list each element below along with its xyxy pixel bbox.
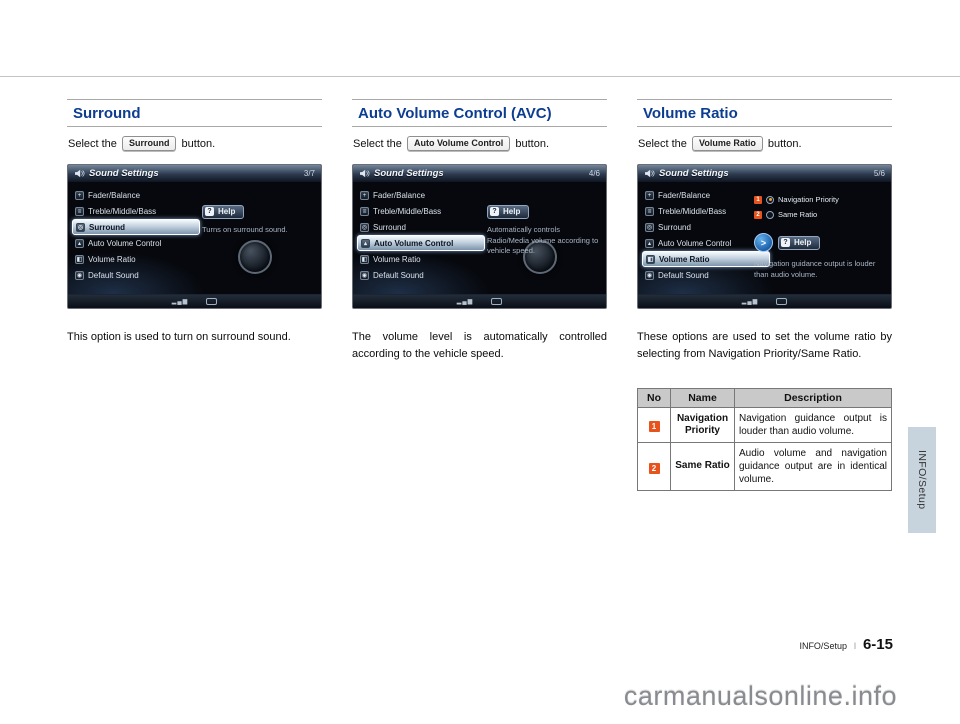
menu-item-volume-ratio-selected [642, 251, 770, 267]
menu-item-label: Surround [658, 222, 691, 232]
knob-press-icon [754, 233, 773, 252]
help-button-label: Help [503, 207, 521, 216]
signal-icon: ▂▄▆ [741, 299, 759, 305]
surround-icon: ◎ [77, 224, 84, 231]
auto-volume-control-icon: ▴ [361, 239, 370, 248]
number-badge: 2 [649, 463, 660, 474]
option-navigation-priority [754, 192, 888, 207]
section-heading: Surround [73, 105, 141, 122]
section-surround [67, 99, 322, 346]
table-header-name: Name [671, 389, 735, 408]
signal-icon: ▂▄▆ [171, 299, 189, 305]
sound-settings-screenshot [352, 164, 607, 309]
help-button [487, 205, 529, 219]
option-label: Navigation Priority [778, 195, 839, 204]
section-heading-block [67, 99, 322, 127]
menu-item-label: Fader/Balance [658, 190, 711, 200]
number-badge: 1 [754, 196, 762, 204]
menu-item-fader-balance [72, 187, 200, 203]
help-panel [202, 200, 316, 236]
section-heading: Auto Volume Control (AVC) [358, 105, 552, 122]
menu-item-label: Surround [89, 222, 125, 232]
treble-middle-bass-icon: ≡ [75, 207, 84, 216]
volume-ratio-icon: ◧ [647, 256, 654, 263]
auto-volume-control-icon: ▴ [75, 239, 84, 248]
treble-middle-bass-icon: ≡ [645, 207, 654, 216]
chapter-side-tab: INFO/Setup [908, 427, 936, 533]
number-badge: 1 [649, 421, 660, 432]
section-caption: The volume level is automatically controlled according to the vehicle speed. [352, 331, 607, 361]
help-panel [487, 200, 601, 257]
menu-item-treble-middle-bass [72, 203, 200, 219]
fader-balance-icon: + [645, 191, 654, 200]
table-row [638, 408, 892, 443]
volume-ratio-options-panel [754, 192, 888, 280]
option-same-ratio [754, 207, 888, 222]
menu-item-label: Volume Ratio [373, 254, 421, 264]
screen-titlebar [353, 165, 606, 182]
instruction-text-pre: Select the [638, 138, 687, 150]
menu-item-surround [642, 219, 770, 235]
menu-item-surround [357, 219, 485, 235]
default-sound-icon: ◉ [646, 272, 653, 279]
watermark-text: carmanualsonline.info [623, 681, 897, 711]
speaker-icon [74, 168, 85, 179]
section-volume-ratio [637, 99, 892, 491]
screen-page-indicator: 3/7 [303, 169, 315, 178]
menu-item-label: Default Sound [658, 270, 709, 280]
help-button-label: Help [794, 237, 812, 247]
screen-body [638, 182, 891, 294]
menu-item-treble-middle-bass [642, 203, 770, 219]
menu-item-label: Default Sound [88, 270, 139, 280]
rotary-knob [238, 240, 272, 274]
table-cell-name: Navigation Priority [671, 408, 735, 443]
menu-item-label: Treble/Middle/Bass [88, 206, 157, 216]
select-instruction [352, 136, 607, 151]
section-heading-block [352, 99, 607, 127]
help-row [754, 233, 888, 252]
footer-page-number: 6-15 [862, 636, 893, 653]
help-text: Automatically controls Radio/Media volume according to vehicle speed. [487, 225, 599, 255]
screen-title: Sound Settings [374, 168, 444, 179]
section-heading: Volume Ratio [643, 105, 738, 122]
select-instruction [67, 136, 322, 151]
section-caption: This option is used to turn on surround sound. [67, 331, 291, 343]
menu-item-fader-balance [642, 187, 770, 203]
menu-item-default-sound [357, 267, 485, 283]
menu-item-volume-ratio [72, 251, 200, 267]
screen-page-indicator: 4/6 [588, 169, 600, 178]
fader-balance-icon: + [75, 191, 84, 200]
arrow-glyph: > [760, 237, 767, 248]
signal-icon: ▂▄▆ [456, 299, 474, 305]
radio-off-icon [766, 211, 774, 219]
menu-item-label: Fader/Balance [373, 190, 426, 200]
menu-item-default-sound [72, 267, 200, 283]
auto-volume-control-button-keycap: Auto Volume Control [407, 136, 510, 151]
footer-section-label: INFO/Setup [799, 641, 847, 651]
table-header-no: No [638, 389, 671, 408]
question-icon: ? [781, 238, 790, 247]
menu-item-surround-selected [72, 219, 200, 235]
screen-statusbar [638, 294, 891, 308]
media-icon [776, 298, 787, 305]
help-button [778, 236, 820, 250]
menu-item-label: Volume Ratio [88, 254, 136, 264]
menu-item-auto-volume-control-selected [357, 235, 485, 251]
section-caption: These options are used to set the volume ratio by selecting from Navigation Priority/Same Ratio. [637, 331, 892, 361]
menu-item-auto-volume-control [642, 235, 770, 251]
table-cell-description: Navigation guidance output is louder than audio volume. [735, 408, 892, 443]
table-cell-no [638, 408, 671, 443]
screen-title: Sound Settings [89, 168, 159, 179]
menu-item-volume-ratio [357, 251, 485, 267]
settings-menu [642, 187, 770, 283]
help-text: Navigation guidance output is louder than audio volume. [754, 259, 876, 279]
menu-item-label: Treble/Middle/Bass [658, 206, 727, 216]
fader-balance-icon: + [360, 191, 369, 200]
screen-statusbar [68, 294, 321, 308]
surround-icon: ◎ [646, 224, 653, 231]
screen-statusbar [353, 294, 606, 308]
select-instruction [637, 136, 892, 151]
sound-settings-screenshot [67, 164, 322, 309]
instruction-text-pre: Select the [68, 138, 117, 150]
menu-item-label: Default Sound [373, 270, 424, 280]
table-cell-name: Same Ratio [671, 443, 735, 491]
screen-titlebar [68, 165, 321, 182]
screen-title: Sound Settings [659, 168, 729, 179]
settings-menu [72, 187, 200, 283]
speaker-icon [644, 168, 655, 179]
screen-body [353, 182, 606, 294]
instruction-text-post: button. [515, 138, 550, 150]
table-row [638, 443, 892, 491]
section-auto-volume-control [352, 99, 607, 363]
menu-item-treble-middle-bass [357, 203, 485, 219]
table-header-description: Description [735, 389, 892, 408]
media-icon [491, 298, 502, 305]
instruction-text-post: button. [767, 138, 802, 150]
menu-item-label: Treble/Middle/Bass [373, 206, 442, 216]
table-cell-description: Audio volume and navigation guidance output are in identical volume. [735, 443, 892, 491]
volume-ratio-table [637, 388, 892, 491]
instruction-text-post: button. [181, 138, 216, 150]
menu-item-label: Auto Volume Control [374, 238, 454, 248]
screen-titlebar [638, 165, 891, 182]
volume-ratio-icon: ◧ [361, 256, 368, 263]
volume-ratio-button-keycap: Volume Ratio [692, 136, 763, 151]
table-header-row [638, 389, 892, 408]
treble-middle-bass-icon: ≡ [360, 207, 369, 216]
table-cell-no [638, 443, 671, 491]
question-icon: ? [205, 207, 214, 216]
menu-item-fader-balance [357, 187, 485, 203]
help-button [202, 205, 244, 219]
menu-item-default-sound [642, 267, 770, 283]
menu-item-label: Volume Ratio [659, 254, 710, 264]
settings-menu [357, 187, 485, 283]
sound-settings-screenshot [637, 164, 892, 309]
auto-volume-control-icon: ▴ [645, 239, 654, 248]
number-badge: 2 [754, 211, 762, 219]
footer-separator: l [853, 641, 856, 651]
menu-item-label: Auto Volume Control [88, 238, 162, 248]
section-heading-block [637, 99, 892, 127]
menu-item-label: Auto Volume Control [658, 238, 732, 248]
screen-body [68, 182, 321, 294]
surround-icon: ◎ [361, 224, 368, 231]
screen-page-indicator: 5/6 [873, 169, 885, 178]
page-top-rule [0, 76, 960, 77]
volume-ratio-icon: ◧ [76, 256, 83, 263]
radio-on-icon [766, 196, 774, 204]
menu-item-auto-volume-control [72, 235, 200, 251]
help-button-label: Help [218, 207, 236, 216]
instruction-text-pre: Select the [353, 138, 402, 150]
page-footer [799, 636, 893, 653]
option-label: Same Ratio [778, 210, 818, 219]
menu-item-label: Fader/Balance [88, 190, 141, 200]
media-icon [206, 298, 217, 305]
question-icon: ? [490, 207, 499, 216]
help-text: Turns on surround sound. [202, 225, 288, 234]
speaker-icon [359, 168, 370, 179]
default-sound-icon: ◉ [76, 272, 83, 279]
surround-button-keycap: Surround [122, 136, 177, 151]
menu-item-label: Surround [373, 222, 406, 232]
default-sound-icon: ◉ [361, 272, 368, 279]
